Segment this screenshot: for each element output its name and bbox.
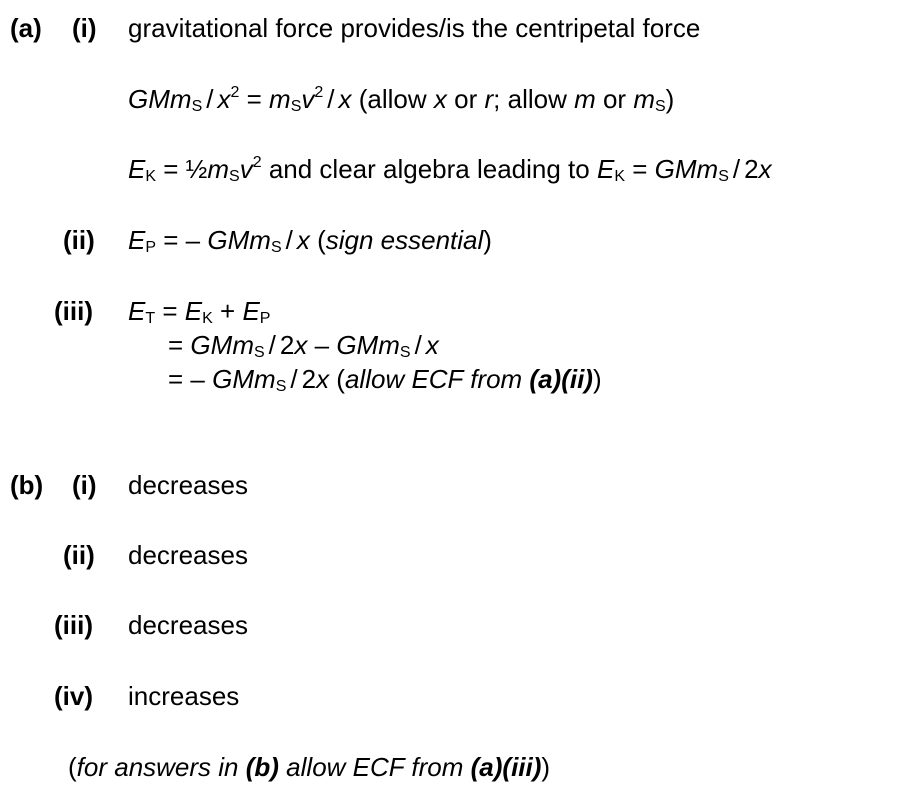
b-iii-answer: decreases bbox=[128, 610, 248, 640]
a-iii-line-1: $E_T = E_K + E_P$ bbox=[128, 296, 271, 327]
a-i-equation-2: $E_K$ = $\frac{1}{2}m_Sv^2$ and clear algebra leading to $E_K = GMm_S / 2x$ bbox=[128, 154, 772, 185]
b-ecf-note: (for answers in (b) allow ECF from (a)(iii)) bbox=[68, 752, 551, 782]
subpart-b-ii-label: (ii) bbox=[63, 540, 95, 570]
b-ii-answer: decreases bbox=[128, 540, 248, 570]
subpart-a-ii-label: (ii) bbox=[63, 225, 95, 255]
a-iii-line-2: = GMm$_S$ / 2x – GMm$_S$ / x bbox=[168, 330, 439, 361]
a-iii-line-3: = – GMm$_S$ / 2x (allow ECF from (a)(ii)) bbox=[168, 364, 602, 395]
a-ii-equation: $E_P$ = – GMm$_S$ / x (sign essential) bbox=[128, 225, 492, 256]
subpart-a-iii-label: (iii) bbox=[54, 296, 93, 326]
a-i-equation-1: $GMm_S / x^2 = m_Sv^2 / x$ (allow x or r; allow m or $m_S$) bbox=[128, 84, 675, 115]
subpart-b-iii-label: (iii) bbox=[54, 610, 93, 640]
b-iv-answer: increases bbox=[128, 681, 240, 711]
part-b-label: (b) bbox=[10, 470, 44, 500]
subpart-a-i-label: (i) bbox=[72, 13, 97, 43]
part-a-label: (a) bbox=[10, 13, 42, 43]
subpart-b-i-label: (i) bbox=[72, 470, 97, 500]
b-i-answer: decreases bbox=[128, 470, 248, 500]
a-i-statement: gravitational force provides/is the centripetal force bbox=[128, 13, 701, 43]
subpart-b-iv-label: (iv) bbox=[54, 681, 93, 711]
